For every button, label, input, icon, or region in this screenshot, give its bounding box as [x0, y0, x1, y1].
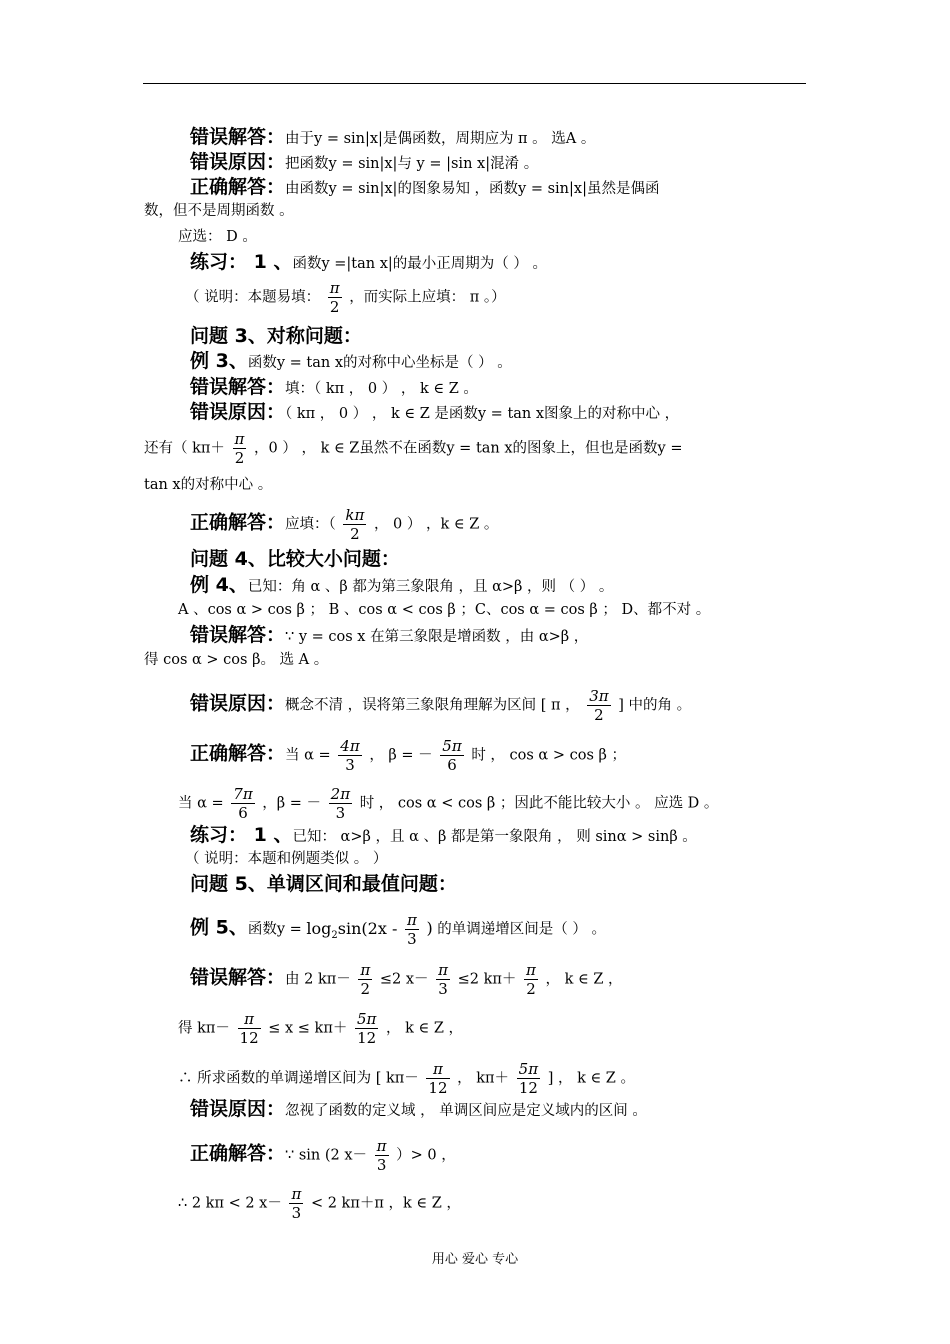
fraction: $\frac{5\pi}{12}$: [518, 1060, 539, 1097]
header-rule: [143, 83, 806, 84]
s4-wrong-answer-cont: 得 cos α > cos β。 选 A 。: [144, 652, 329, 668]
fraction: $\frac{\pi}{2}$: [329, 279, 340, 316]
s2-wrong-reason: 错误原因：把函数y = sin|x|与 y = |sin x|混淆 。: [190, 151, 539, 173]
s3-wrong-reason-cont2: tan x的对称中心 。: [144, 477, 273, 493]
s2-correct-answer-cont: 数，但不是周期函数 。: [144, 203, 294, 219]
s4-exercise: 练习： 1 、已知： α>β ，且 α 、β 都是第一象限角 ， 则 sinα > sinβ 。: [190, 824, 697, 846]
log-expression: $\log_2\sin(2x$ -: [306, 918, 398, 941]
fraction: $\frac{\pi}{3}$: [438, 961, 448, 998]
s3-wrong-answer: 错误解答：填：（ kπ ， 0 ） ， k ∈ Z 。: [190, 376, 478, 398]
s5-wrong-answer: 错误解答：由 2 kπ－ $\frac{\pi}{2}$ ≤2 x－ $\frac{\pi}{3}$ ≤2 kπ＋ $\frac{\pi}{2}$ ， k ∈ Z ，: [190, 961, 623, 998]
s2-note: （ 说明：本题易填： $\frac{\pi}{2}$ ，而实际上应填： π 。）: [185, 279, 506, 316]
s4-correct-answer: 正确解答：当 α = $\frac{4\pi}{3}$ ， β = － $\frac{5\pi}{6}$ 时 ， cos α > cos β ；: [190, 737, 626, 774]
s5-wrong-reason: 错误原因：忽视了函数的定义域 ， 单调区间应是定义域内的区间 。: [190, 1098, 647, 1120]
fraction: $\frac{\pi}{2}$: [526, 961, 536, 998]
fraction: $\frac{\pi}{3}$: [376, 1137, 387, 1174]
fraction: $\frac{2\pi}{3}$: [330, 785, 351, 822]
page-footer: 用心 爱心 专心: [431, 1252, 519, 1267]
fraction: $\frac{\pi}{12}$: [428, 1060, 448, 1097]
problem5-heading: 问题 5、单调区间和最值问题：: [190, 873, 457, 895]
s4-wrong-reason: 错误原因：概念不清 ，误将第三象限角理解为区间 [ π ， $\frac{3\pi}{2}$ ] 中的角 。: [190, 687, 692, 724]
s5-example: 例 5、函数$y = \log_2\sin(2x$ - $\frac{\pi}{3}$ ) 的单调递增区间是（ ） 。: [190, 911, 607, 948]
fraction: $\frac{\pi}{2}$: [360, 961, 371, 998]
fraction: $\frac{3\pi}{2}$: [589, 687, 609, 724]
fraction: $\frac{\pi}{2}$: [234, 430, 245, 467]
s2-exercise: 练习： 1 、函数y =|tan x|的最小正周期为（ ） 。: [190, 251, 547, 273]
s3-example: 例 3、函数y = tan x的对称中心坐标是（ ） 。: [190, 350, 512, 372]
fraction: $\frac{\pi}{12}$: [239, 1010, 259, 1047]
s3-correct-answer: 正确解答：应填：（ $\frac{k\pi}{2}$ ， 0 ） ，k ∈ Z 。: [190, 506, 499, 543]
fraction: $\frac{5\pi}{12}$: [356, 1010, 377, 1047]
s4-options: A 、cos α > cos β ； B 、cos α < cos β ；C、cos α = cos β ； D、都不对 。: [178, 602, 711, 618]
s4-example: 例 4、已知：角 α 、β 都为第三象限角 ，且 α>β ，则 （ ） 。: [190, 574, 614, 596]
s5-correct-answer: 正确解答：∵ sin (2 x－ $\frac{\pi}{3}$ ）> 0 ，: [190, 1137, 456, 1174]
s3-wrong-reason: 错误原因：（ kπ ， 0 ） ， k ∈ Z 是函数y = tan x图象上的对称中心 ，: [190, 401, 680, 423]
fraction: $\frac{k\pi}{2}$: [345, 506, 365, 543]
s5-wrong-answer-cont: 得 kπ－ $\frac{\pi}{12}$ ≤ x ≤ kπ＋ $\frac{5\pi}{12}$ ， k ∈ Z ，: [178, 1010, 464, 1047]
fraction: $\frac{7\pi}{6}$: [233, 785, 253, 822]
s4-exercise-note: （ 说明：本题和例题类似 。 ）: [185, 851, 388, 867]
fraction: $\frac{\pi}{3}$: [291, 1185, 302, 1222]
s2-correct-answer: 正确解答：由函数y = sin|x|的图象易知 ，函数y = sin|x|虽然是偶函: [190, 176, 660, 198]
fraction: $\frac{\pi}{3}$: [406, 911, 417, 948]
s4-wrong-answer: 错误解答：∵ y = cos x 在第三象限是增函数 ，由 α>β ，: [190, 624, 589, 646]
s3-wrong-reason-cont: 还有（ kπ＋ $\frac{\pi}{2}$ ，0 ） ， k ∈ Z虽然不在函数y = tan x的图象上，但也是函数y =: [144, 430, 683, 467]
fraction: $\frac{4\pi}{3}$: [340, 737, 360, 774]
problem4-heading: 问题 4、比较大小问题：: [190, 548, 400, 570]
s4-correct-answer-cont: 当 α = $\frac{7\pi}{6}$ ，β = － $\frac{2\pi}{3}$ 时 ， cos α < cos β ；因此不能比较大小 。 应选 D 。: [178, 785, 719, 822]
s2-wrong-answer: 错误解答：由于y = sin|x|是偶函数，周期应为 π 。 选A 。: [190, 126, 596, 148]
s5-correct-answer-cont: ∴ 2 kπ < 2 x－ $\frac{\pi}{3}$ < 2 kπ＋π ，k ∈ Z ，: [178, 1185, 461, 1222]
problem3-heading: 问题 3、对称问题：: [190, 325, 362, 347]
s5-wrong-answer-cont2: ∴ 所求函数的单调递增区间为 [ kπ－ $\frac{\pi}{12}$ ， kπ＋ $\frac{5\pi}{12}$ ] ， k ∈ Z 。: [178, 1060, 635, 1097]
fraction: $\frac{5\pi}{6}$: [442, 737, 462, 774]
s2-choose: 应选： D 。: [178, 229, 257, 245]
